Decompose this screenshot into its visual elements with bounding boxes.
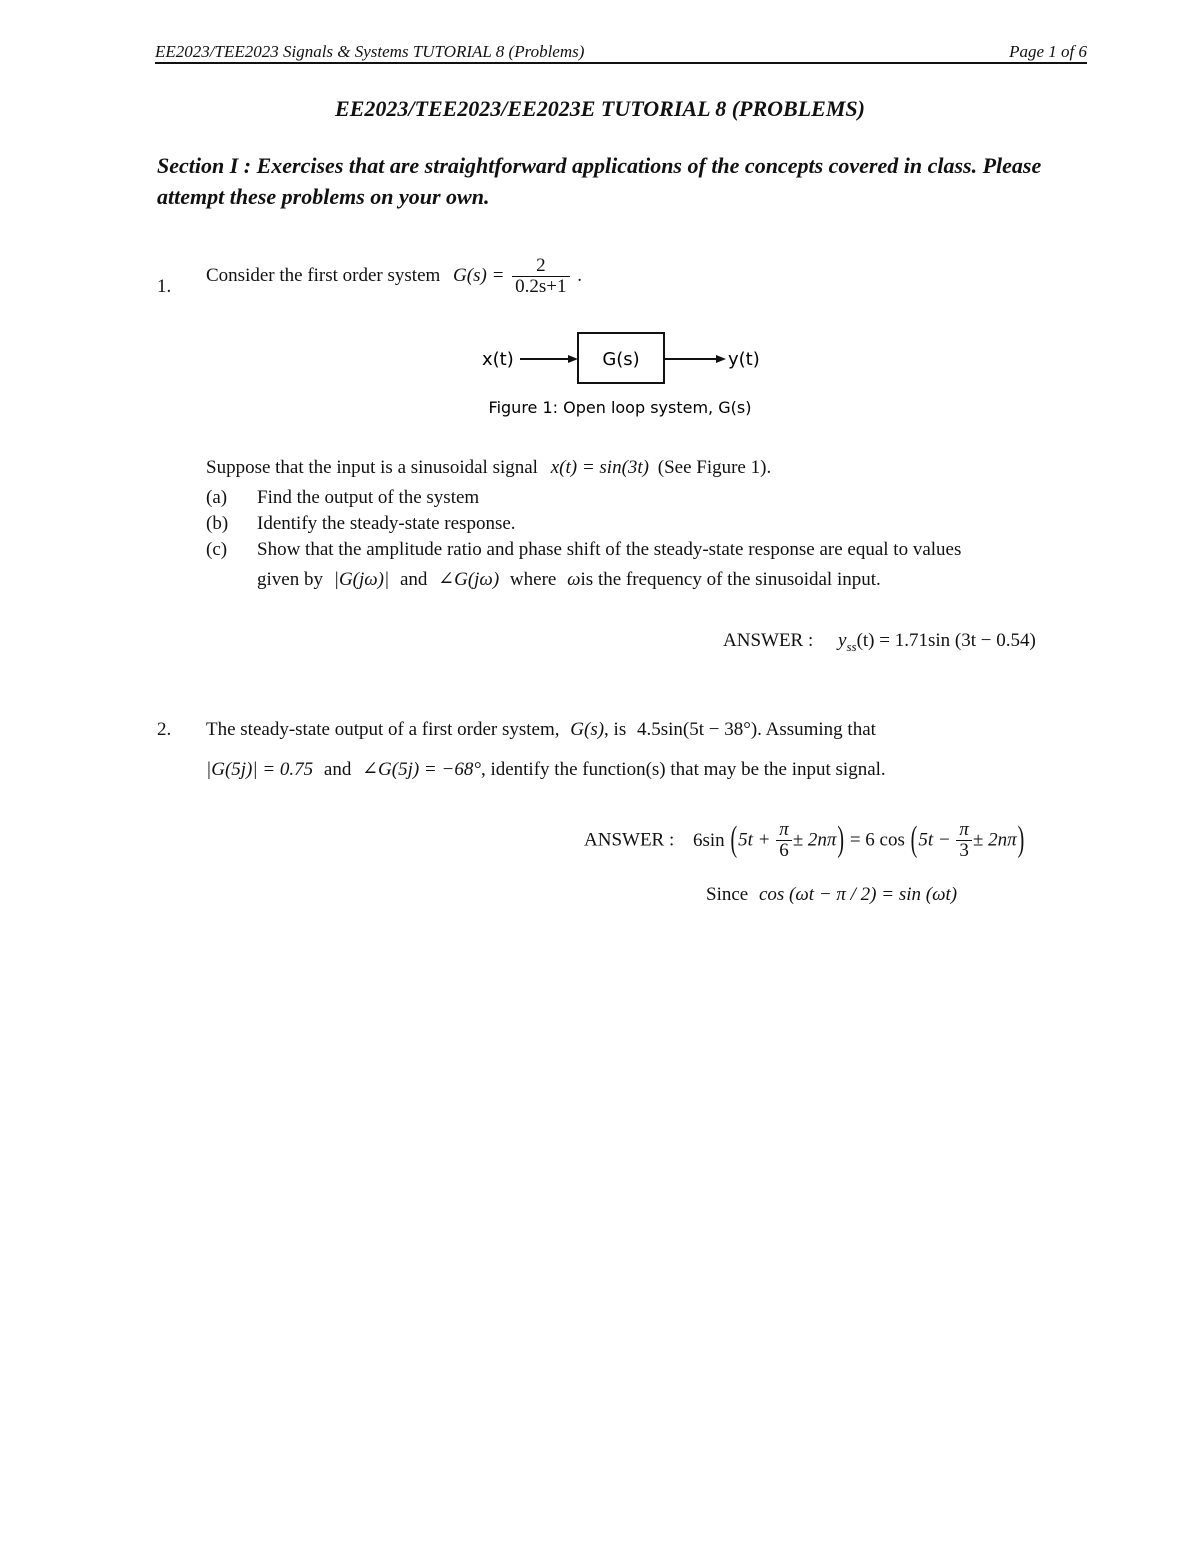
transfer-function-period: . (577, 264, 582, 286)
part-a-text: Find the output of the system (257, 487, 480, 508)
magnitude-expression: |G(jω)| (333, 569, 390, 590)
section-heading: Section I : Exercises that are straightforward applications of the concepts covered in class. Please attempt these problems on your own. (157, 153, 1042, 209)
frequency-text: is the frequency of the sinusoidal input. (580, 569, 881, 590)
and-text: and (399, 569, 428, 590)
system-block-label: G(s) (602, 349, 640, 370)
pi-over-6 (776, 820, 792, 861)
part-c-text: Show that the amplitude ratio and phase shift of the steady-state response are equal to values (257, 539, 962, 560)
and-text-2: and (323, 759, 352, 780)
problem-1-number: 1. (157, 276, 172, 297)
transfer-function-numerator: 2 (536, 255, 546, 276)
problem-2-number: 2. (157, 719, 172, 740)
problem-2-G: G(s) (570, 719, 605, 740)
given-by-text: given by (257, 569, 323, 590)
open-paren-1: ( (730, 819, 738, 860)
identify-text: , identify the function(s) that may be the input signal. (480, 759, 886, 780)
answer-5t-minus: 5t − (918, 829, 951, 851)
problem-2-intro: The steady-state output of a first order system, (206, 719, 560, 740)
input-arrow-head (568, 355, 578, 363)
problem-1-answer (723, 630, 1036, 655)
pi-numerator: π (779, 819, 789, 840)
figure-1-block-diagram (470, 325, 790, 425)
output-arrow-head (716, 355, 726, 363)
open-paren-2: ( (910, 819, 918, 860)
figure-output-label: y(t) (728, 349, 760, 370)
close-paren-2: ) (1017, 819, 1025, 860)
part-b-text: Identify the steady-state response. (257, 513, 516, 534)
input-statement-text: Suppose that the input is a sinusoidal signal (206, 457, 538, 478)
problem-1-input-statement (206, 457, 771, 479)
assuming-text: . Assuming that (757, 719, 876, 740)
page-title: EE2023/TEE2023/EE2023E TUTORIAL 8 (PROBLEMS) (335, 96, 865, 121)
phase-expression: ∠G(jω) (438, 569, 500, 590)
where-text: where (509, 569, 557, 590)
part-b-label: (b) (206, 513, 229, 534)
transfer-function-fraction (512, 256, 569, 297)
answer-equation: (t) = 1.71sin (3t − 0.54) (856, 630, 1036, 651)
problem-2-line-1 (206, 719, 876, 741)
figure-caption: Figure 1: Open loop system, G(s) (488, 398, 752, 417)
part-c-text-line2 (257, 568, 881, 591)
running-header-left: EE2023/TEE2023 Signals & Systems TUTORIAL 8 (Problems) (155, 42, 585, 61)
answer-subscript: ss (846, 638, 857, 654)
transfer-function-lhs: G(s) = (453, 264, 505, 286)
problem-2-answer (584, 820, 1025, 861)
phase-condition: ∠G(5j) = −68° (362, 759, 481, 780)
magnitude-condition: |G(5j)| = 0.75 (206, 759, 314, 780)
plus-minus-2npi: ± 2nπ (792, 829, 837, 851)
steady-state-output-equation: 4.5sin(5t − 38°) (636, 719, 758, 740)
problem-1-statement (206, 256, 582, 297)
figure-input-label: x(t) (482, 349, 514, 370)
plus-minus-2npi-2: ± 2nπ (972, 829, 1017, 851)
answer-label-2: ANSWER : (584, 829, 675, 851)
header-rule (155, 62, 1087, 64)
part-a-label: (a) (206, 487, 228, 508)
transfer-function-denominator: 0.2s+1 (512, 276, 569, 297)
since-identity (706, 884, 957, 906)
answer-y: y (838, 630, 847, 651)
problem-2-line-2 (206, 758, 886, 781)
pi-numerator-2: π (959, 819, 969, 840)
answer-label: ANSWER : (723, 630, 814, 651)
equals-cos: = 6 cos (849, 829, 905, 851)
answer-sin: 6sin (693, 829, 725, 851)
figure-reference: (See Figure 1). (657, 457, 772, 478)
omega-symbol: ω (567, 569, 581, 590)
page-number: Page 1 of 6 (1009, 42, 1087, 61)
problem-2-is: , is (604, 719, 627, 740)
since-label: Since (706, 884, 749, 905)
part-c-label: (c) (206, 539, 228, 560)
answer-5t-plus: 5t + (738, 829, 771, 851)
cosine-sine-identity: cos (ωt − π / 2) = sin (ωt) (758, 884, 958, 905)
close-paren-1: ) (837, 819, 845, 860)
three-denominator: 3 (956, 840, 972, 861)
pi-over-3 (956, 820, 972, 861)
input-signal-equation: x(t) = sin(3t) (550, 457, 649, 478)
problem-1-intro: Consider the first order system (206, 264, 441, 286)
six-denominator: 6 (776, 840, 792, 861)
